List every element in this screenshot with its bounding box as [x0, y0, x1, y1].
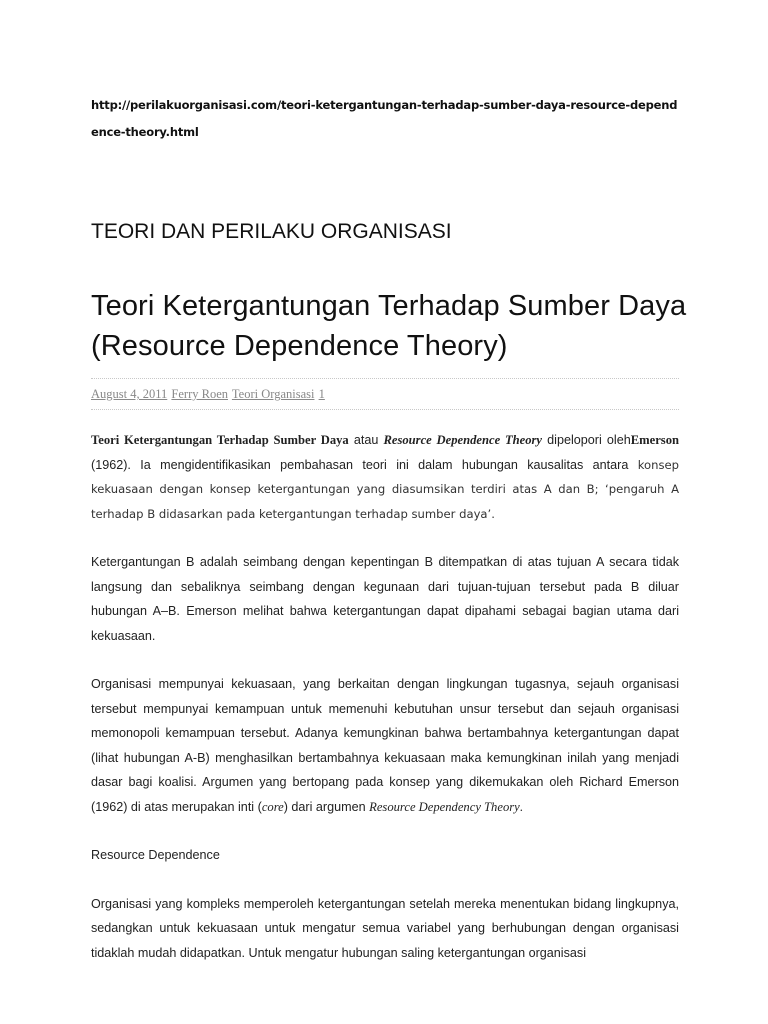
post-content	[91, 428, 679, 989]
paragraph-4: Organisasi yang kompleks memperoleh ketergantungan setelah mereka menentukan bidang lingkupnya, sedangkan untuk kekuasaan untuk mengatur semua variabel yang berhubungan dengan organisasi tidaklah mudah didapatkan. Untuk mengatur hubungan saling ketergantungan organisasi	[91, 896, 679, 960]
section-heading: Resource Dependence	[91, 848, 220, 862]
emerson-name: Emerson	[630, 433, 679, 447]
term-bold: Teori Ketergantungan Terhadap Sumber Daya	[91, 433, 349, 447]
divider-bottom	[91, 409, 679, 410]
paragraph-2: Ketergantungan B adalah seimbang dengan kepentingan B ditempatkan di atas tujuan A secara tidak langsung dan sebaliknya seimbang dengan kegunaan dari tujuan-tujuan tersebut pada B diluar hubungan A–B. Emerson melihat bahwa ketergantungan dapat dipahami sebagai bagian utama dari kekuasaan.	[91, 555, 679, 643]
p1-text-c: konsep kekuasaan dengan konsep ketergantungan yang diasumsikan terdiri atas A dan B; ‘pengaruh A terhadap B didasarkan pada ketergantungan terhadap sumber daya’.	[91, 457, 679, 521]
post-date-link[interactable]: August 4, 2011	[91, 387, 168, 401]
term-italic: Resource Dependence Theory	[383, 433, 543, 447]
category-link[interactable]: Teori Organisasi	[231, 387, 315, 401]
p3-after-core: ) dari argumen	[283, 799, 370, 814]
rdt-term: Resource Dependency Theory	[369, 799, 520, 814]
paragraph-1	[91, 428, 679, 526]
comments-count-link[interactable]: 1	[318, 387, 325, 401]
meta-line	[91, 379, 679, 409]
p1-text-b: (1962). Ia mengidentifikasikan pembahasan teori ini dalam hubungan kausalitas antara	[91, 457, 638, 472]
post-meta	[91, 378, 679, 410]
post-title: Teori Ketergantungan Terhadap Sumber Daya (Resource Dependence Theory)	[91, 290, 687, 362]
p3-end: .	[519, 799, 523, 814]
author-link[interactable]: Ferry Roen	[171, 387, 228, 401]
core-term: core	[261, 799, 284, 814]
paragraph-3	[91, 672, 679, 819]
atau-text: atau	[348, 433, 384, 447]
p3-text: Organisasi mempunyai kekuasaan, yang berkaitan dengan lingkungan tugasnya, sejauh organisasi tersebut mempunyai kemampuan untuk memenuhi kebutuhan unsur tersebut dan sejauh organisasi memonopoli kemampuan tersebut. Adanya kemungkinan bahwa bertambahnya ketergantungan dapat (lihat hubungan A-B) menghasilkan bertambahnya kekuasaan maka kemungkinan inilah yang menjadi dasar bagi koalisi. Argumen yang bertopang pada konsep yang dikemukakan oleh Richard Emerson (1962) di atas merupakan inti (	[91, 677, 679, 814]
p1-text-a: dipelopori oleh	[542, 433, 631, 447]
blog-title: TEORI DAN PERILAKU ORGANISASI	[91, 220, 452, 243]
source-url: http://perilakuorganisasi.com/teori-ketergantungan-terhadap-sumber-daya-resource-dependence-theory.html	[91, 98, 678, 139]
